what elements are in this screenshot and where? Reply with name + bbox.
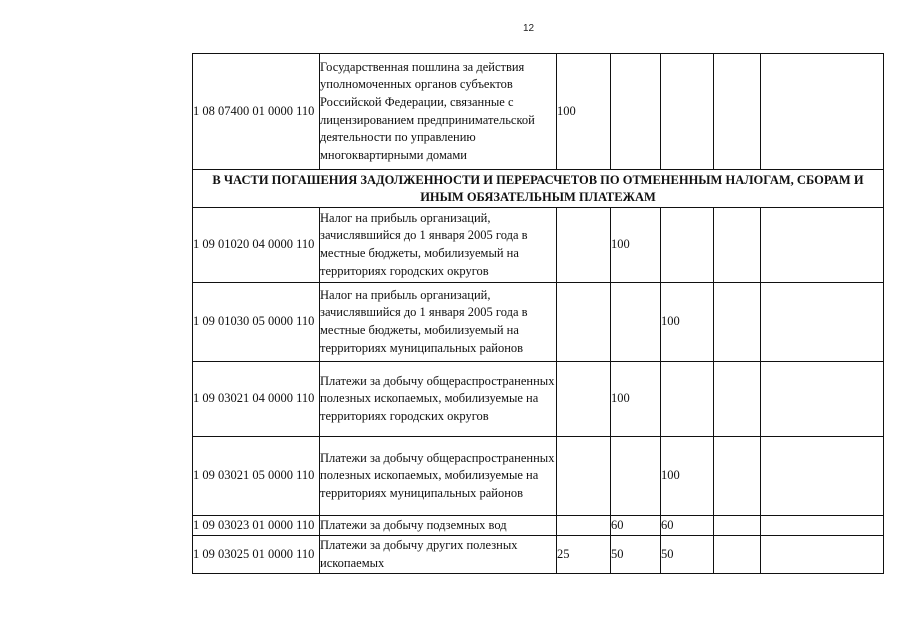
value-cell-5 xyxy=(761,437,884,516)
page-number: 12 xyxy=(522,23,535,34)
value-cell-2: 100 xyxy=(611,362,661,437)
value-cell-2: 60 xyxy=(611,516,661,536)
value-cell-3: 50 xyxy=(661,536,714,574)
section-heading: В ЧАСТИ ПОГАШЕНИЯ ЗАДОЛЖЕННОСТИ И ПЕРЕРАСЧЕТОВ ПО ОТМЕНЕННЫМ НАЛОГАМ, СБОРАМ И ИНЫМ ОБЯЗАТЕЛЬНЫМ ПЛАТЕЖАМ xyxy=(193,170,884,208)
revenue-name: Платежи за добычу общераспространенных полезных ископаемых, мобилизуемые на территориях городских округов xyxy=(320,362,557,437)
section-heading-row xyxy=(193,170,884,208)
value-cell-3 xyxy=(661,362,714,437)
value-cell-1: 100 xyxy=(557,54,611,170)
value-cell-3 xyxy=(661,208,714,283)
value-cell-5 xyxy=(761,283,884,362)
table-row xyxy=(193,516,884,536)
value-cell-4 xyxy=(714,54,761,170)
value-cell-4 xyxy=(714,536,761,574)
value-cell-2 xyxy=(611,437,661,516)
table-row xyxy=(193,362,884,437)
value-cell-1 xyxy=(557,516,611,536)
value-cell-4 xyxy=(714,516,761,536)
budget-code: 1 09 01020 04 0000 110 xyxy=(193,208,320,283)
table-row xyxy=(193,437,884,516)
revenue-name: Налог на прибыль организаций, зачислявшийся до 1 января 2005 года в местные бюджеты, мобилизуемый на территориях муниципальных районов xyxy=(320,283,557,362)
revenue-name: Платежи за добычу общераспространенных полезных ископаемых, мобилизуемые на территориях муниципальных районов xyxy=(320,437,557,516)
value-cell-5 xyxy=(761,208,884,283)
value-cell-2: 50 xyxy=(611,536,661,574)
revenue-name: Государственная пошлина за действия уполномоченных органов субъектов Российской Федерации, связанные с лицензированием предпринимательской деятельности по управлению многоквартирными домами xyxy=(320,54,557,170)
value-cell-4 xyxy=(714,362,761,437)
revenue-name: Платежи за добычу других полезных ископаемых xyxy=(320,536,557,574)
value-cell-5 xyxy=(761,54,884,170)
table-row xyxy=(193,54,884,170)
value-cell-1 xyxy=(557,283,611,362)
value-cell-5 xyxy=(761,362,884,437)
budget-revenue-table xyxy=(192,53,884,574)
value-cell-1 xyxy=(557,208,611,283)
budget-code: 1 09 01030 05 0000 110 xyxy=(193,283,320,362)
value-cell-1 xyxy=(557,362,611,437)
value-cell-3: 100 xyxy=(661,437,714,516)
value-cell-4 xyxy=(714,208,761,283)
budget-code: 1 09 03021 05 0000 110 xyxy=(193,437,320,516)
revenue-name: Платежи за добычу подземных вод xyxy=(320,516,557,536)
budget-code: 1 09 03021 04 0000 110 xyxy=(193,362,320,437)
value-cell-5 xyxy=(761,536,884,574)
value-cell-1: 25 xyxy=(557,536,611,574)
revenue-name: Налог на прибыль организаций, зачислявшийся до 1 января 2005 года в местные бюджеты, мобилизуемый на территориях городских округов xyxy=(320,208,557,283)
table-row xyxy=(193,283,884,362)
value-cell-2: 100 xyxy=(611,208,661,283)
value-cell-2 xyxy=(611,283,661,362)
table-row xyxy=(193,536,884,574)
budget-code: 1 09 03023 01 0000 110 xyxy=(193,516,320,536)
value-cell-4 xyxy=(714,437,761,516)
value-cell-3: 100 xyxy=(661,283,714,362)
budget-code: 1 09 03025 01 0000 110 xyxy=(193,536,320,574)
value-cell-3: 60 xyxy=(661,516,714,536)
value-cell-5 xyxy=(761,516,884,536)
value-cell-2 xyxy=(611,54,661,170)
value-cell-4 xyxy=(714,283,761,362)
budget-code: 1 08 07400 01 0000 110 xyxy=(193,54,320,170)
value-cell-3 xyxy=(661,54,714,170)
table-row xyxy=(193,208,884,283)
value-cell-1 xyxy=(557,437,611,516)
